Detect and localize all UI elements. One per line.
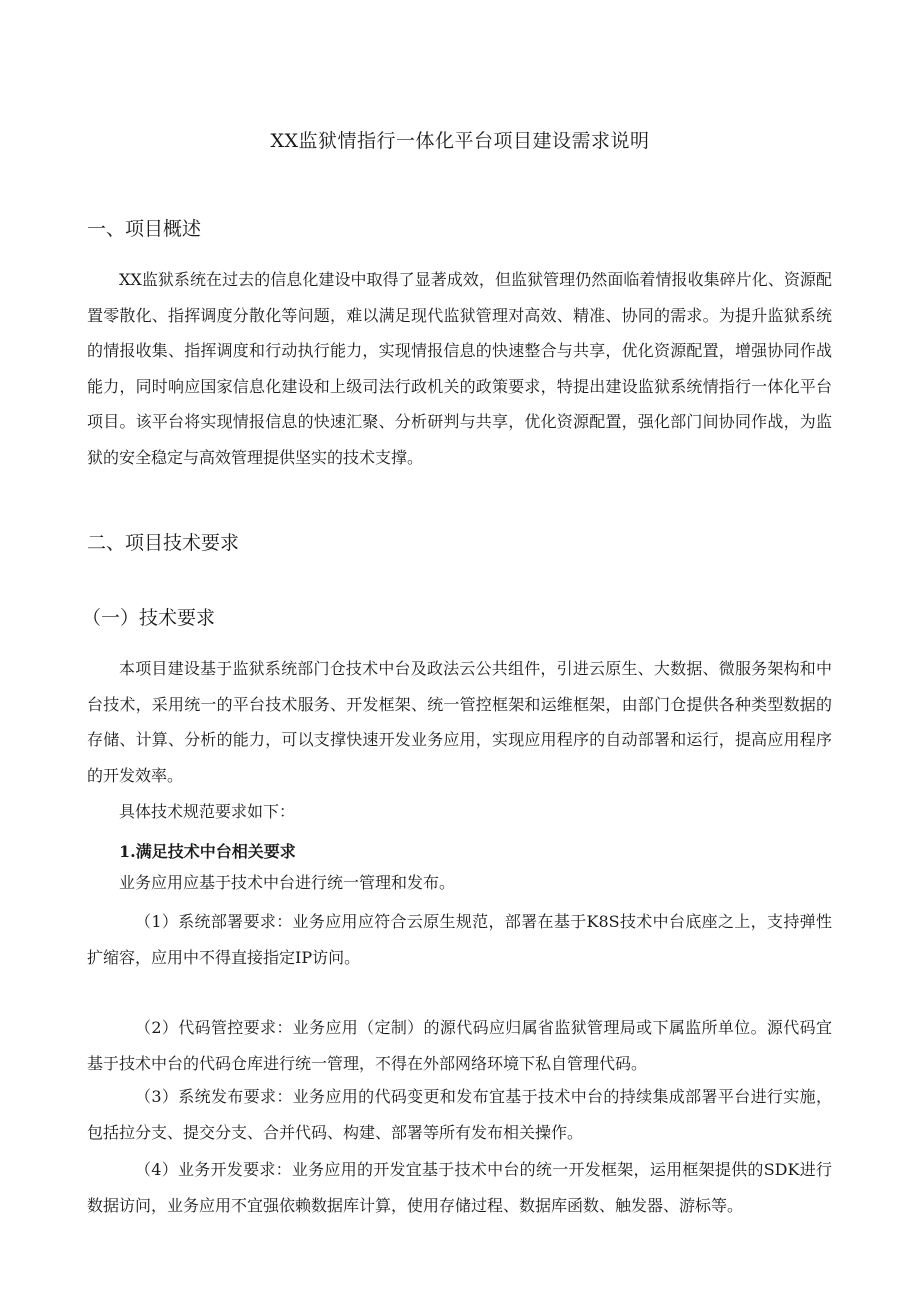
section-heading-tech-requirements: 二、项目技术要求 xyxy=(87,532,240,554)
item-intro-line: 业务应用应基于技术中台进行统一管理和发布。 xyxy=(119,873,456,892)
section-heading-overview: 一、项目概述 xyxy=(87,218,202,240)
subsection-heading-tech-requirements: （一）技术要求 xyxy=(82,607,216,629)
item-heading-tech-platform: 1.满足技术中台相关要求 xyxy=(119,842,296,861)
document-title: XX监狱情指行一体化平台项目建设需求说明 xyxy=(270,130,650,152)
spec-intro-line: 具体技术规范要求如下： xyxy=(119,802,296,821)
requirement-point-development: （4）业务开发要求：业务应用的开发宜基于技术中台的统一开发框架，运用框架提供的SDK进行数据访问，业务应用不宜强依赖数据库计算，使用存储过程、数据库函数、触发器、游标等。 xyxy=(87,1160,832,1215)
requirement-point-deployment: （1）系统部署要求：业务应用应符合云原生规范，部署在基于K8S技术中台底座之上，支持弹性扩缩容，应用中不得直接指定IP访问。 xyxy=(87,912,832,967)
requirement-point-release: （3）系统发布要求：业务应用的代码变更和发布宜基于技术中台的持续集成部署平台进行实施，包括拉分支、提交分支、合并代码、构建、部署等所有发布相关操作。 xyxy=(87,1087,832,1142)
requirement-point-code-control: （2）代码管控要求：业务应用（定制）的源代码应归属省监狱管理局或下属监所单位。源代码宜基于技术中台的代码仓库进行统一管理，不得在外部网络环境下私自管理代码。 xyxy=(87,1018,832,1073)
tech-requirements-paragraph: 本项目建设基于监狱系统部门仓技术中台及政法云公共组件，引进云原生、大数据、微服务架构和中台技术，采用统一的平台技术服务、开发框架、统一管控框架和运维框架，由部门仓提供各种类型数据的存储、计算、分析的能力，可以支撑快速开发业务应用，实现应用程序的自动部署和运行，提高应用程序的开发效率。 xyxy=(87,659,832,785)
overview-paragraph: XX监狱系统在过去的信息化建设中取得了显著成效，但监狱管理仍然面临着情报收集碎片化、资源配置零散化、指挥调度分散化等问题，难以满足现代监狱管理对高效、精准、协同的需求。为提升监狱系统的情报收集、指挥调度和行动执行能力，实现情报信息的快速整合与共享，优化资源配置，增强协同作战能力，同时响应国家信息化建设和上级司法行政机关的政策要求，特提出建设监狱系统情指行一体化平台项目。该平台将实现情报信息的快速汇聚、分析研判与共享，优化资源配置，强化部门间协同作战，为监狱的安全稳定与高效管理提供坚实的技术支撑。 xyxy=(87,270,832,467)
